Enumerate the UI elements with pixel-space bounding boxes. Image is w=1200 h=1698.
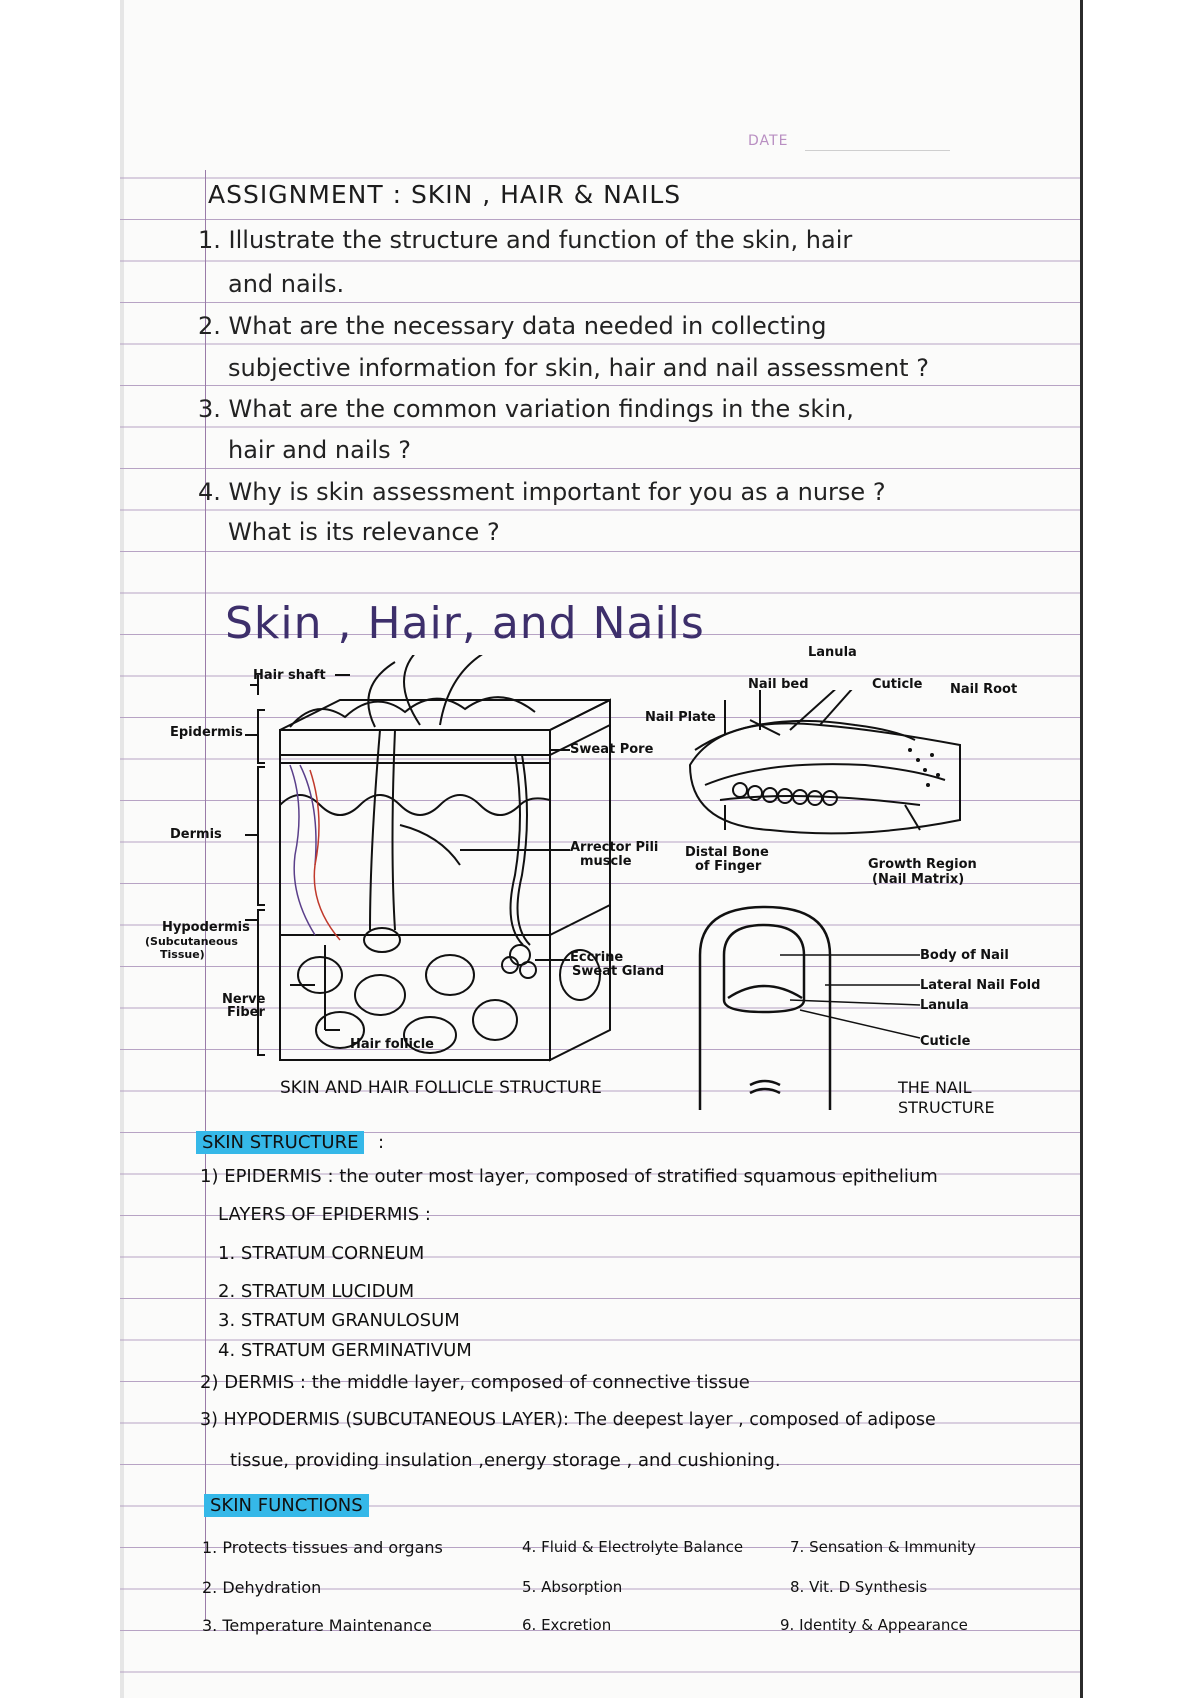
function-1: 1. Protects tissues and organs	[202, 1538, 443, 1557]
date-rule	[805, 150, 950, 151]
label-hair-follicle: Hair follicle	[350, 1037, 434, 1052]
skin-structure-heading: SKIN STRUCTURE	[196, 1131, 364, 1154]
label-nail-bed: Nail bed	[748, 677, 809, 692]
function-9: 9. Identity & Appearance	[780, 1616, 968, 1634]
label-hypodermis: Hypodermis	[162, 920, 250, 935]
layer-3: 3. STRATUM GRANULOSUM	[218, 1310, 460, 1331]
nail-caption-line2: STRUCTURE	[898, 1098, 995, 1117]
label-lateral-nail-fold: Lateral Nail Fold	[920, 978, 1041, 993]
nail-side-diagram	[670, 690, 980, 860]
label-distal-bone2: of Finger	[695, 859, 762, 874]
question-3-line2: hair and nails ?	[228, 436, 411, 464]
question-1-line1: 1. Illustrate the structure and function of the skin, hair	[198, 226, 853, 254]
dermis-line: 2) DERMIS : the middle layer, composed of connective tissue	[200, 1372, 750, 1393]
skin-structure-colon: :	[378, 1132, 385, 1153]
label-epidermis: Epidermis	[170, 725, 243, 740]
section-title: Skin , Hair, and Nails	[225, 598, 705, 649]
label-sweat-pore: Sweat Pore	[570, 742, 654, 757]
label-cuticle-front: Cuticle	[920, 1034, 971, 1049]
nail-caption-line1: THE NAIL	[898, 1078, 972, 1097]
layer-1: 1. STRATUM CORNEUM	[218, 1243, 425, 1264]
function-6: 6. Excretion	[522, 1616, 612, 1634]
label-growth-region: Growth Region	[868, 857, 977, 872]
label-nerve: Nerve	[222, 992, 266, 1007]
label-eccrine: Eccrine	[570, 950, 624, 965]
question-3-line1: 3. What are the common variation findings in the skin,	[198, 395, 854, 423]
hypodermis-line2: tissue, providing insulation ,energy storage , and cushioning.	[230, 1450, 781, 1471]
function-4: 4. Fluid & Electrolyte Balance	[522, 1538, 744, 1556]
assignment-title: ASSIGNMENT : SKIN , HAIR & NAILS	[208, 180, 682, 209]
label-cuticle-side: Cuticle	[872, 677, 923, 692]
date-label: DATE	[748, 133, 789, 149]
function-2: 2. Dehydration	[202, 1578, 322, 1597]
label-body-of-nail: Body of Nail	[920, 948, 1009, 963]
function-3: 3. Temperature Maintenance	[202, 1616, 432, 1635]
question-1-line2: and nails.	[228, 270, 345, 298]
question-2-line2: subjective information for skin, hair and nail assessment ?	[228, 354, 929, 382]
label-distal-bone: Distal Bone	[685, 845, 769, 860]
skin-functions-heading: SKIN FUNCTIONS	[204, 1494, 369, 1517]
label-nail-lanula-top: Lanula	[808, 645, 857, 660]
layer-4: 4. STRATUM GERMINATIVUM	[218, 1340, 472, 1361]
function-5: 5. Absorption	[522, 1578, 623, 1596]
label-nail-root: Nail Root	[950, 682, 1018, 697]
label-hypodermis-sub: (Subcutaneous	[145, 935, 238, 948]
function-7: 7. Sensation & Immunity	[790, 1538, 976, 1556]
label-nerve2: Fiber	[227, 1005, 265, 1020]
label-lanula-front: Lanula	[920, 998, 969, 1013]
question-4-line2: What is its relevance ?	[228, 518, 500, 546]
label-hypodermis-sub2: Tissue)	[160, 948, 205, 961]
skin-caption: SKIN AND HAIR FOLLICLE STRUCTURE	[280, 1078, 602, 1098]
label-arrector-pili: Arrector Pili	[570, 840, 659, 855]
question-4-line1: 4. Why is skin assessment important for you as a nurse ?	[198, 478, 886, 506]
function-8: 8. Vit. D Synthesis	[790, 1578, 928, 1596]
layer-2: 2. STRATUM LUCIDUM	[218, 1281, 415, 1302]
epidermis-line: 1) EPIDERMIS : the outer most layer, composed of stratified squamous epithelium	[200, 1166, 938, 1187]
label-dermis: Dermis	[170, 827, 222, 842]
layers-heading: LAYERS OF EPIDERMIS :	[218, 1204, 431, 1225]
label-arrector-pili2: muscle	[580, 854, 632, 869]
label-hair-shaft: Hair shaft	[253, 668, 326, 683]
hypodermis-line1: 3) HYPODERMIS (SUBCUTANEOUS LAYER): The deepest layer , composed of adipose	[200, 1410, 936, 1430]
question-2-line1: 2. What are the necessary data needed in collecting	[198, 312, 827, 340]
label-eccrine2: Sweat Gland	[572, 964, 665, 979]
label-nail-plate: Nail Plate	[645, 710, 716, 725]
notebook-page	[120, 0, 1083, 1698]
label-nail-matrix: (Nail Matrix)	[872, 872, 965, 887]
